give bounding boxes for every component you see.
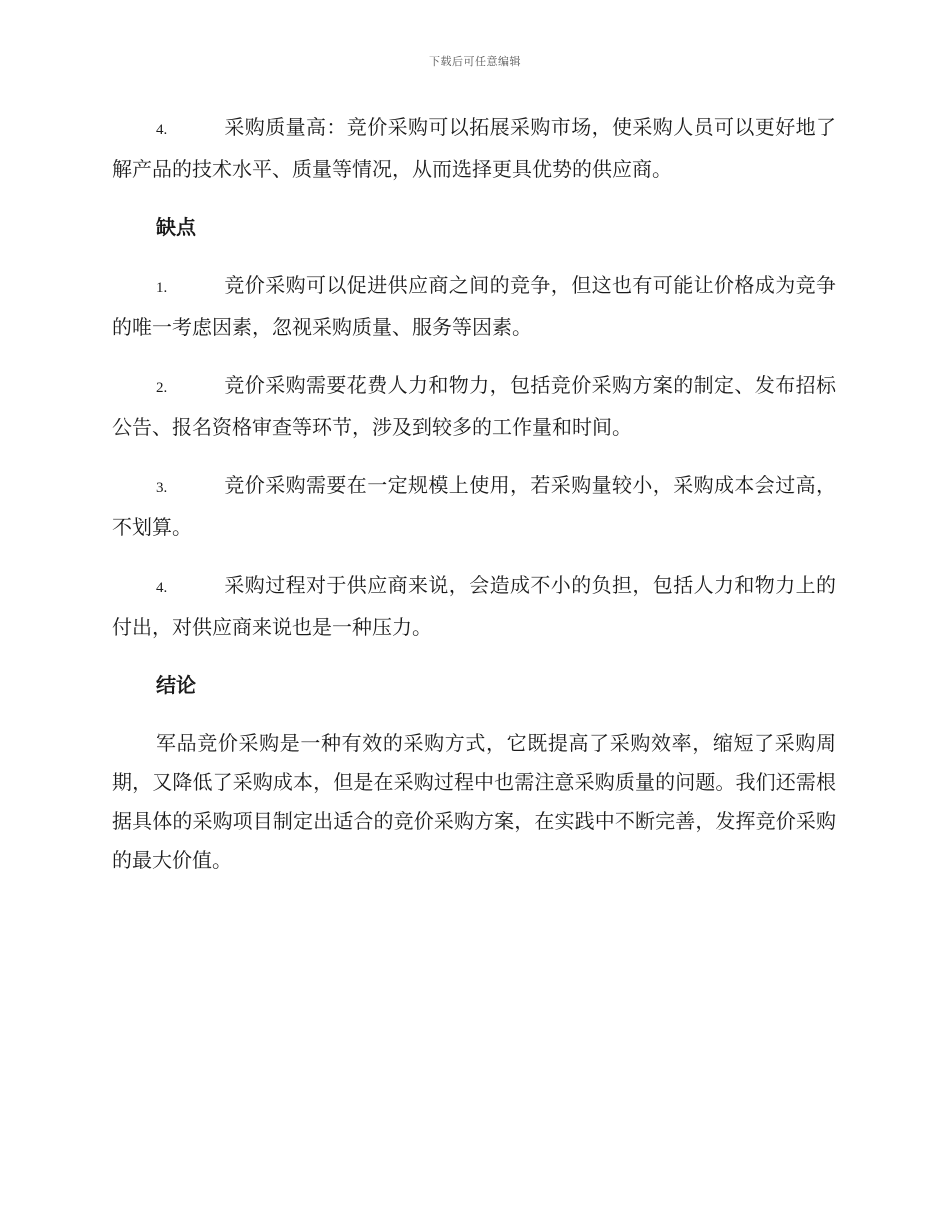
item-text: 采购质量高：竞价采购可以拓展采购市场，使采购人员可以更好地了解产品的技术水平、质量等情况，从而选择更具优势的供应商。 bbox=[112, 115, 836, 181]
disadvantage-item-4 bbox=[112, 566, 836, 647]
disadvantage-item-3 bbox=[112, 466, 836, 547]
item-number: 4. bbox=[156, 122, 168, 138]
section-heading-disadvantages: 缺点 bbox=[156, 215, 196, 239]
item-number: 2. bbox=[156, 380, 168, 396]
disadvantage-item-1 bbox=[112, 266, 836, 347]
item-text: 竞价采购可以促进供应商之间的竞争，但这也有可能让价格成为竞争的唯一考虑因素，忽视采购质量、服务等因素。 bbox=[112, 273, 836, 339]
page-header: 下载后可任意编辑 bbox=[429, 55, 521, 68]
item-text: 竞价采购需要花费人力和物力，包括竞价采购方案的制定、发布招标公告、报名资格审查等环节，涉及到较多的工作量和时间。 bbox=[112, 373, 836, 439]
item-text: 竞价采购需要在一定规模上使用，若采购量较小，采购成本会过高，不划算。 bbox=[112, 473, 836, 539]
conclusion-paragraph: 军品竞价采购是一种有效的采购方式，它既提高了采购效率，缩短了采购周期，又降低了采购成本，但是在采购过程中也需注意采购质量的问题。我们还需根据具体的采购项目制定出适合的竞价采购方案，在实践中不断完善，发挥竞价采购的最大价值。 bbox=[112, 731, 836, 872]
disadvantage-item-2 bbox=[112, 366, 836, 447]
document-body bbox=[112, 108, 836, 880]
section-heading-conclusion: 结论 bbox=[156, 673, 196, 697]
item-number: 1. bbox=[156, 280, 168, 296]
item-text: 采购过程对于供应商来说，会造成不小的负担，包括人力和物力上的付出，对供应商来说也是一种压力。 bbox=[112, 573, 836, 639]
advantage-item-4 bbox=[112, 108, 836, 189]
item-number: 3. bbox=[156, 480, 168, 496]
item-number: 4. bbox=[156, 580, 168, 596]
